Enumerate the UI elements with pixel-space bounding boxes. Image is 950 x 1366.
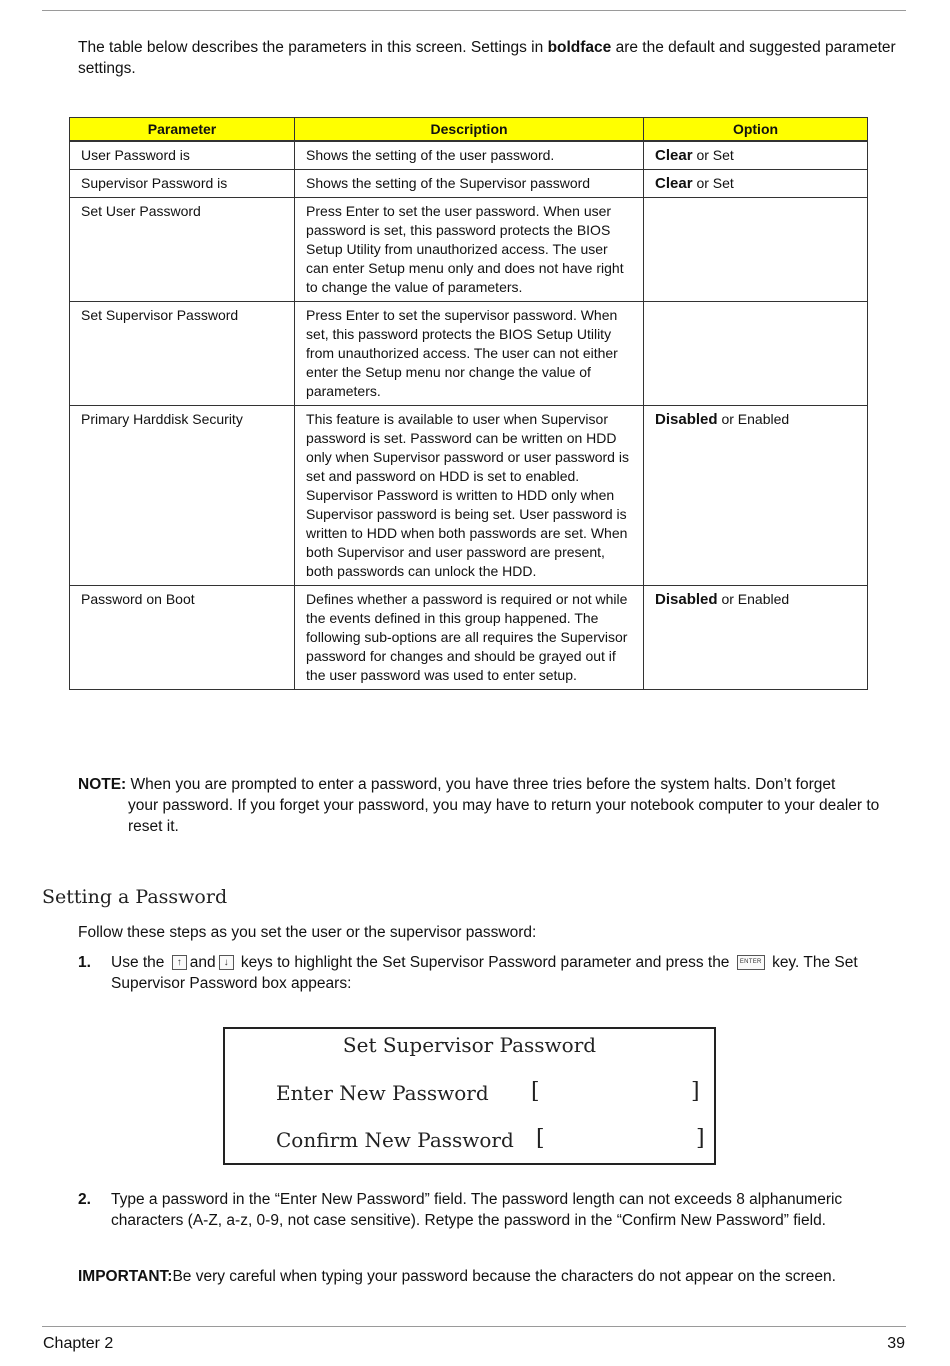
table-row bbox=[70, 141, 868, 170]
cell-parameter: User Password is bbox=[70, 141, 295, 170]
cell-description: Shows the setting of the Supervisor password bbox=[295, 170, 644, 198]
intro-text-after: are the default and suggested parameter settings. bbox=[78, 39, 896, 77]
table-header-row bbox=[70, 118, 868, 142]
option-default: Disabled bbox=[655, 411, 718, 428]
cell-description: Defines whether a password is required or not while the events defined in this group happened. The following sub-options are all requires the Supervisor password for changes and should be grayed out if the user password was used to enter setup. bbox=[295, 586, 644, 690]
cell-parameter: Set Supervisor Password bbox=[70, 302, 295, 406]
cell-option bbox=[644, 198, 868, 302]
cell-description: This feature is available to user when Supervisor password is set. Password can be written on HDD only when Supervisor password or user password is set and password on HDD is set to enabled. Supervisor Password is written to HDD only when Supervisor password is being set. User password is written to HDD when both passwords are set. When both Supervisor and user password are present, both passwords can unlock the HDD. bbox=[295, 406, 644, 586]
cell-description: Press Enter to set the supervisor password. When set, this password protects the BIOS Setup Utility from unauthorized access. The user can not either enter the Setup menu nor change the value of parameters. bbox=[295, 302, 644, 406]
step1-part1: Use the bbox=[111, 954, 165, 971]
intro-paragraph bbox=[78, 37, 908, 79]
up-arrow-key-icon: ↑ bbox=[172, 955, 187, 970]
confirm-password-label: Confirm New Password bbox=[276, 1128, 514, 1152]
footer-page-number: 39 bbox=[887, 1335, 905, 1352]
enter-password-label: Enter New Password bbox=[276, 1081, 489, 1105]
cell-option bbox=[644, 170, 868, 198]
down-arrow-key-icon: ↓ bbox=[219, 955, 234, 970]
step-number: 1. bbox=[78, 954, 91, 971]
header-option: Option bbox=[644, 118, 868, 142]
enter-key-icon: ENTER bbox=[737, 955, 765, 970]
option-default: Disabled bbox=[655, 591, 718, 608]
top-rule bbox=[42, 10, 906, 11]
table-row bbox=[70, 170, 868, 198]
important-text: Be very careful when typing your password because the characters do not appear on the screen. bbox=[172, 1268, 836, 1285]
step1-part3: keys to highlight the Set Supervisor Password parameter and press the bbox=[240, 954, 730, 971]
confirm-password-open-bracket: [ bbox=[536, 1126, 545, 1151]
important-label: IMPORTANT: bbox=[78, 1268, 173, 1285]
parameter-table bbox=[69, 117, 868, 690]
enter-password-open-bracket: [ bbox=[531, 1079, 540, 1104]
intro-text-before: The table below describes the parameters in this screen. Settings in bbox=[78, 39, 548, 56]
step1-part4: key. The Set Supervisor Password box appears: bbox=[111, 954, 858, 992]
header-description: Description bbox=[295, 118, 644, 142]
confirm-password-close-bracket: ] bbox=[696, 1126, 705, 1151]
header-parameter: Parameter bbox=[70, 118, 295, 142]
option-rest: or Set bbox=[692, 147, 734, 163]
set-supervisor-password-dialog bbox=[223, 1027, 716, 1165]
step-number: 2. bbox=[78, 1191, 91, 1208]
section-follow-text: Follow these steps as you set the user or the supervisor password: bbox=[78, 924, 537, 941]
option-rest: or Enabled bbox=[717, 411, 790, 427]
step-2 bbox=[78, 1189, 908, 1231]
option-rest: or Enabled bbox=[717, 591, 790, 607]
cell-option bbox=[644, 302, 868, 406]
cell-parameter: Password on Boot bbox=[70, 586, 295, 690]
table-row bbox=[70, 406, 868, 586]
step-1 bbox=[78, 952, 908, 994]
cell-option bbox=[644, 586, 868, 690]
dialog-title: Set Supervisor Password bbox=[342, 1033, 597, 1057]
cell-parameter: Set User Password bbox=[70, 198, 295, 302]
note-block bbox=[78, 774, 908, 837]
option-default: Clear bbox=[655, 175, 693, 192]
bottom-rule bbox=[42, 1326, 906, 1327]
footer-chapter: Chapter 2 bbox=[43, 1335, 114, 1352]
enter-password-close-bracket: ] bbox=[691, 1079, 700, 1104]
table-row bbox=[70, 586, 868, 690]
important-note bbox=[78, 1266, 918, 1287]
cell-option bbox=[644, 141, 868, 170]
table-row bbox=[70, 302, 868, 406]
note-rest: your password. If you forget your password, you may have to return your notebook computer to your dealer to reset it. bbox=[128, 797, 880, 835]
option-rest: or Set bbox=[692, 175, 734, 191]
step1-part2: and bbox=[189, 954, 216, 971]
cell-parameter: Primary Harddisk Security bbox=[70, 406, 295, 586]
cell-option bbox=[644, 406, 868, 586]
cell-description: Press Enter to set the user password. When user password is set, this password protects the BIOS Setup Utility from unauthorized access. The user can enter Setup menu only and does not have right to change the value of parameters. bbox=[295, 198, 644, 302]
note-line1: When you are prompted to enter a password, you have three tries before the system halts. Don’t forget bbox=[126, 776, 836, 793]
cell-parameter: Supervisor Password is bbox=[70, 170, 295, 198]
section-title: Setting a Password bbox=[42, 886, 228, 908]
cell-description: Shows the setting of the user password. bbox=[295, 141, 644, 170]
note-label: NOTE: bbox=[78, 776, 127, 793]
step-text bbox=[111, 952, 908, 994]
table-row bbox=[70, 198, 868, 302]
option-default: Clear bbox=[655, 147, 693, 164]
intro-bold-word: boldface bbox=[547, 39, 612, 56]
step-text: Type a password in the “Enter New Password” field. The password length can not exceeds 8 alphanumeric characters (A-Z, a-z, 0-9, not case sensitive). Retype the password in the “Confirm New Password” field. bbox=[111, 1191, 843, 1229]
